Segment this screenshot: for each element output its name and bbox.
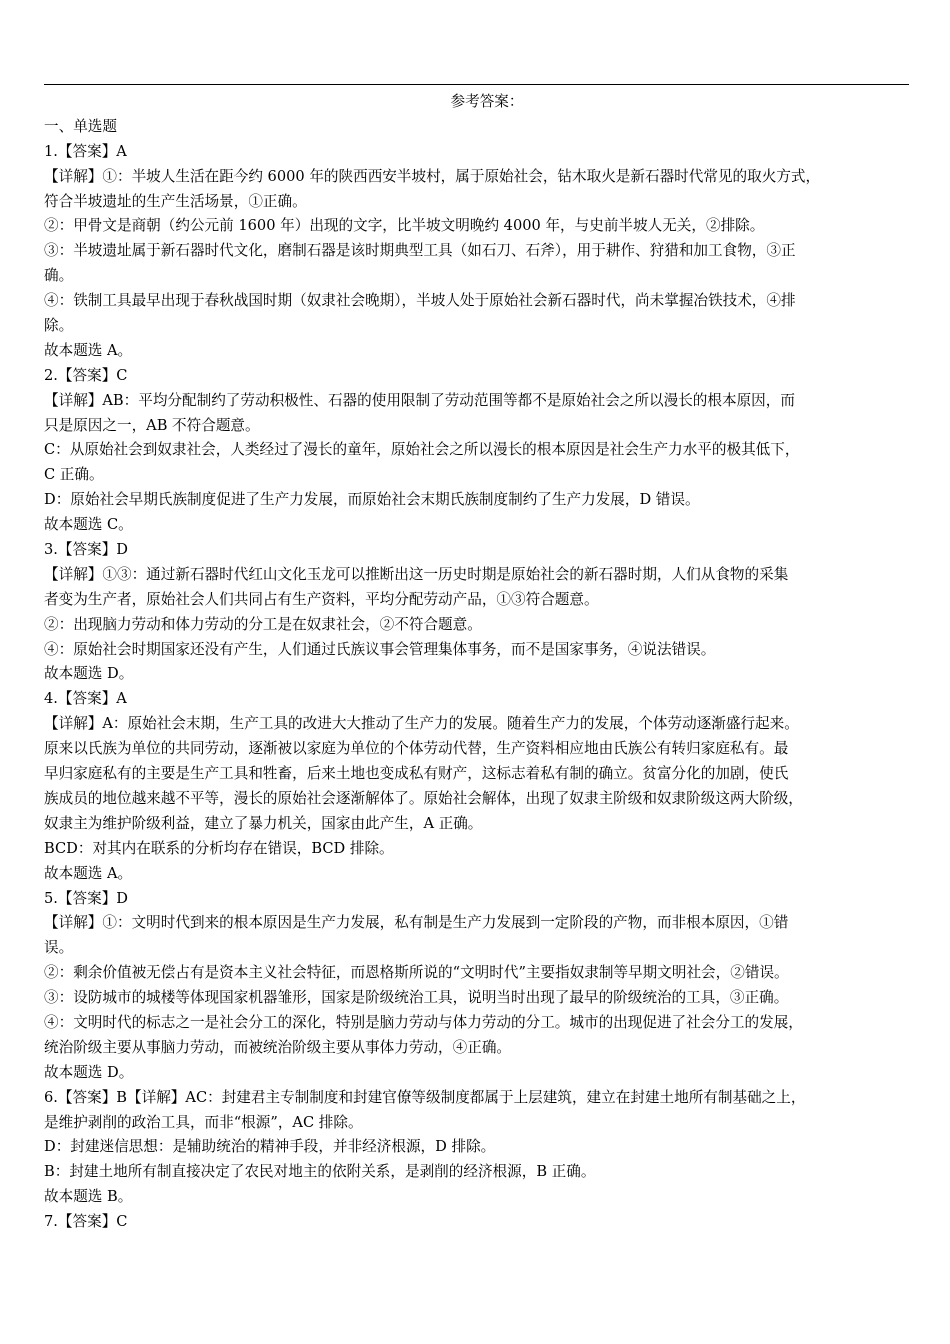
explanation-line: C：从原始社会到奴隶社会，人类经过了漫长的童年，原始社会之所以漫长的根本原因是社会生产力水平的极其低下， <box>44 441 800 459</box>
explanation-line: 【详解】AB：平均分配制约了劳动积极性、石器的使用限制了劳动范围等都不是原始社会之所以漫长的根本原因，而 <box>44 391 795 409</box>
explanation-line: ④：铁制工具最早出现于春秋战国时期（奴隶社会晚期），半坡人处于原始社会新石器时代，尚未掌握冶铁技术，④排 <box>44 292 796 310</box>
section-heading: 一、单选题 <box>44 117 117 135</box>
conclusion-line: 故本题选 A。 <box>44 864 133 882</box>
explanation-line: 【详解】①③：通过新石器时代红山文化玉龙可以推断出这一历史时期是原始社会的新石器时期，人们从食物的采集 <box>44 565 789 583</box>
explanation-line: 原来以氏族为单位的共同劳动，逐渐被以家庭为单位的个体劳动代替，生产资料相应地由氏族公有转归家庭私有。最 <box>44 740 789 758</box>
answer-q1: 1.【答案】A <box>44 142 127 160</box>
explanation-line: BCD：对其内在联系的分析均存在错误，BCD 排除。 <box>44 839 394 857</box>
explanation-line: 【详解】A：原始社会末期，生产工具的改进大大推动了生产力的发展。随着生产力的发展，个体劳动逐渐盛行起来。 <box>44 715 799 733</box>
conclusion-line: 故本题选 D。 <box>44 1063 134 1081</box>
explanation-line: 是维护剥削的政治工具，而非“根源”，AC 排除。 <box>44 1113 363 1131</box>
explanation-line: ③：设防城市的城楼等体现国家机器雏形，国家是阶级统治工具，说明当时出现了最早的阶级统治的工具，③正确。 <box>44 989 789 1007</box>
header-divider <box>44 84 909 85</box>
conclusion-line: 故本题选 C。 <box>44 516 133 534</box>
conclusion-line: 故本题选 B。 <box>44 1188 133 1206</box>
explanation-line: 只是原因之一，AB 不符合题意。 <box>44 416 260 434</box>
explanation-line: B：封建土地所有制直接决定了农民对地主的依附关系，是剥削的经济根源，B 正确。 <box>44 1163 596 1181</box>
explanation-line: ③：半坡遗址属于新石器时代文化，磨制石器是该时期典型工具（如石刀、石斧），用于耕作、狩猎和加工食物，③正 <box>44 242 796 260</box>
page-title: 参考答案： <box>450 93 524 110</box>
conclusion-line: 故本题选 A。 <box>44 341 133 359</box>
explanation-line: 早归家庭私有的主要是生产工具和牲畜，后来土地也变成私有财产，这标志着私有制的确立。贫富分化的加剧，使氏 <box>44 765 789 783</box>
explanation-line: ②：剩余价值被无偿占有是资本主义社会特征，而恩格斯所说的“文明时代”主要指奴隶制等早期文明社会，②错误。 <box>44 964 789 982</box>
explanation-line: D：封建迷信思想：是辅助统治的精神手段，并非经济根源，D 排除。 <box>44 1138 496 1156</box>
explanation-line: ④：原始社会时期国家还没有产生，人们通过氏族议事会管理集体事务，而不是国家事务，④说法错误。 <box>44 640 716 658</box>
explanation-line: 【详解】①：半坡人生活在距今约 6000 年的陕西西安半坡村，属于原始社会，钻木取火是新石器时代常见的取火方式， <box>44 167 821 185</box>
explanation-line: 确。 <box>44 267 74 285</box>
conclusion-line: 故本题选 D。 <box>44 665 134 683</box>
explanation-line: ④：文明时代的标志之一是社会分工的深化，特别是脑力劳动与体力劳动的分工。城市的出现促进了社会分工的发展， <box>44 1013 803 1031</box>
explanation-line: 奴隶主为维护阶级利益，建立了暴力机关，国家由此产生，A 正确。 <box>44 814 483 832</box>
answer-q4: 4.【答案】A <box>44 690 127 708</box>
explanation-line: 符合半坡遗址的生产生活场景，①正确。 <box>44 192 307 210</box>
explanation-line: 者变为生产者，原始社会人们共同占有生产资料，平均分配劳动产品，①③符合题意。 <box>44 590 599 608</box>
explanation-line: ②：甲骨文是商朝（约公元前 1600 年）出现的文字，比半坡文明晚约 4000 年，与史前半坡人无关，②排除。 <box>44 217 765 235</box>
explanation-line: ②：出现脑力劳动和体力劳动的分工是在奴隶社会，②不符合题意。 <box>44 615 482 633</box>
explanation-line: 族成员的地位越来越不平等，漫长的原始社会逐渐解体了。原始社会解体，出现了奴隶主阶级和奴隶阶级这两大阶级， <box>44 789 803 807</box>
explanation-line: 【详解】①：文明时代到来的根本原因是生产力发展，私有制是生产力发展到一定阶段的产物，而非根本原因，①错 <box>44 914 789 932</box>
answer-q7: 7.【答案】C <box>44 1213 128 1231</box>
answer-q6: 6.【答案】B【详解】AC：封建君主专制制度和封建官僚等级制度都属于上层建筑，建立在封建土地所有制基础之上， <box>44 1088 806 1106</box>
answer-q5: 5.【答案】D <box>44 889 128 907</box>
explanation-line: D：原始社会早期氏族制度促进了生产力发展，而原始社会末期氏族制度制约了生产力发展，D 错误。 <box>44 491 700 509</box>
answer-content <box>44 90 910 1235</box>
explanation-line: 误。 <box>44 939 74 957</box>
answer-q2: 2.【答案】C <box>44 366 128 384</box>
explanation-line: C 正确。 <box>44 466 104 484</box>
explanation-line: 统治阶级主要从事脑力劳动，而被统治阶级主要从事体力劳动，④正确。 <box>44 1038 512 1056</box>
answer-q3: 3.【答案】D <box>44 541 128 559</box>
explanation-line: 除。 <box>44 317 74 335</box>
